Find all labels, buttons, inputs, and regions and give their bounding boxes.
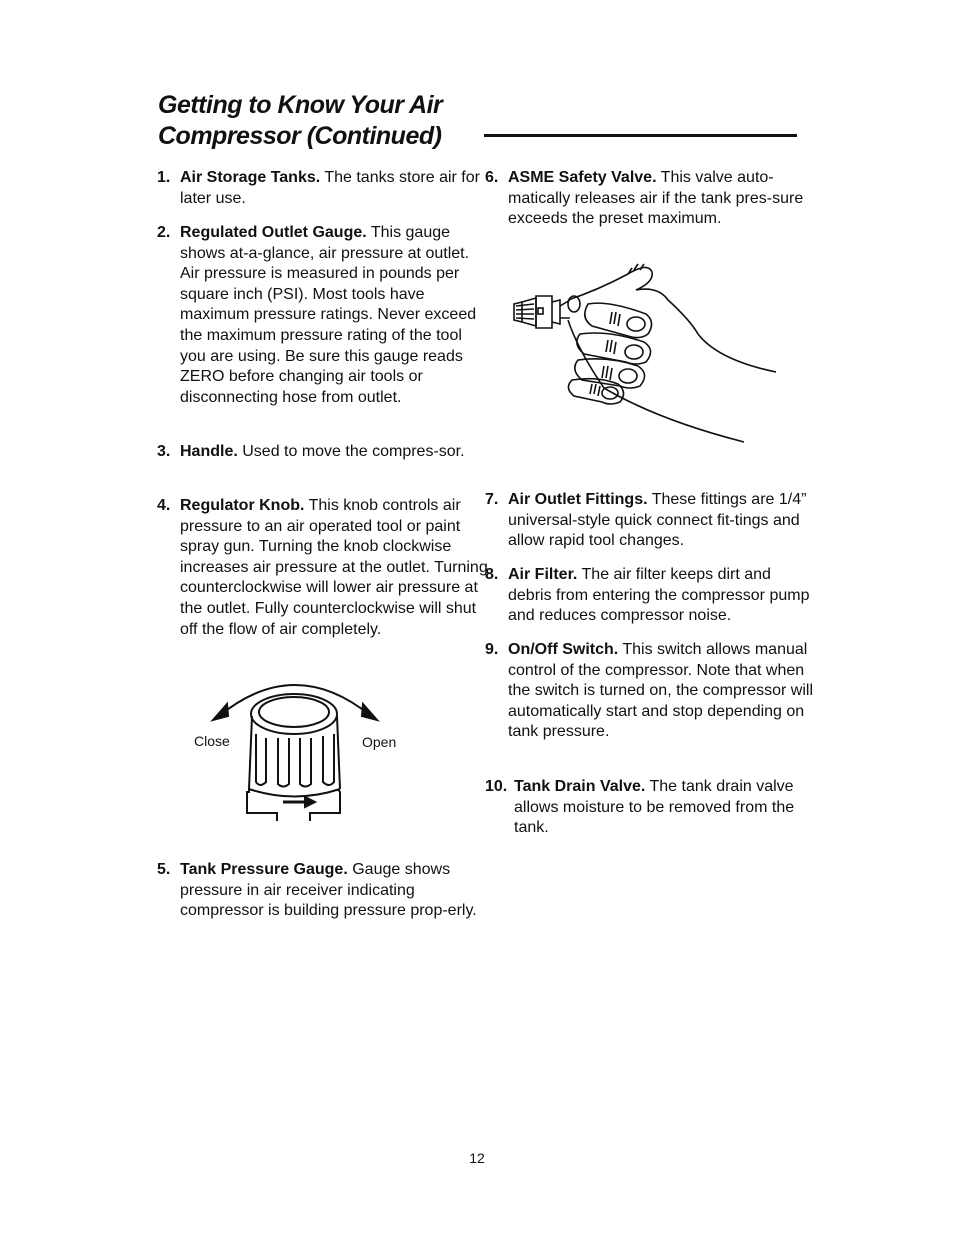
item-text: The tank drain valve allows moisture to be removed from the tank. [514,778,795,837]
item-text: Used to move the compres-sor. [237,443,465,460]
regulator-knob-illustration [205,676,385,821]
open-label: Open [362,734,397,750]
item-text: This valve auto-matically releases air if the tank pres-sure exceeds the preset maximum. [508,169,804,228]
list-item-asme-safety-valve [485,168,818,230]
safety-valve-hand-illustration [508,260,780,445]
item-text: This gauge shows at-a-glance, air pressure at outlet. Air pressure is measured in pounds per square inch (PSI). Most tools have maximum pressure ratings. Never exceed the maximum pressure rating of the tool you are using. Be sure this gauge reads ZERO before changing air tools or disconnecting hose from outlet. [180,224,477,406]
close-label: Close [194,733,230,749]
item-term: ASME Safety Valve. [508,169,657,186]
page-title [158,90,488,152]
item-text: Gauge shows pressure in air receiver indicating compressor is building pressure prop-erly. [180,861,477,920]
item-term: Air Filter. [508,566,578,583]
item-term: Tank Pressure Gauge. [180,861,348,878]
item-text: The air filter keeps dirt and debris from entering the compressor pump and reduces compressor noise. [508,566,810,625]
item-number: 1. [157,169,171,186]
item-term: On/Off Switch. [508,641,619,658]
item-number: 10. [485,778,508,795]
item-number: 4. [157,497,171,514]
item-number: 5. [157,861,171,878]
list-item-regulator-knob [157,496,492,640]
item-text: This switch allows manual control of the compressor. Note that when the switch is turned on, the compressor will automatically start and stop depending on tank pressure. [508,641,814,741]
title-line-2: Compressor (Continued) [158,122,442,150]
item-text: This knob controls air pressure to an air operated tool or paint spray gun. Turning the knob clockwise increases air pressure at the outlet. Turning counterclockwise will lower air pressure at the outlet. Fully counterclockwise will shut off the flow of air completely. [180,497,488,638]
item-number: 9. [485,641,499,658]
page-number: 12 [469,1150,485,1166]
item-text: These fittings are 1/4” universal-style quick connect fit-tings and allow rapid tool changes. [508,491,807,550]
item-term: Regulated Outlet Gauge. [180,224,367,241]
title-rule [484,134,797,137]
list-item-air-storage-tanks [157,168,492,209]
list-item-tank-drain-valve [485,777,824,839]
item-term: Air Storage Tanks. [180,169,321,186]
item-number: 6. [485,169,499,186]
item-text: The tanks store air for later use. [180,169,480,207]
item-number: 8. [485,566,499,583]
title-line-1: Getting to Know Your Air [158,91,443,119]
item-term: Handle. [180,443,238,460]
list-item-on-off-switch [485,640,818,743]
item-number: 3. [157,443,171,460]
item-term: Air Outlet Fittings. [508,491,648,508]
list-item-air-filter [485,565,818,627]
list-item-air-outlet-fittings [485,490,818,552]
list-item-regulated-outlet-gauge [157,223,492,408]
list-item-handle [157,442,492,463]
item-term: Regulator Knob. [180,497,305,514]
item-number: 7. [485,491,499,508]
item-term: Tank Drain Valve. [514,778,646,795]
item-number: 2. [157,224,171,241]
list-item-tank-pressure-gauge [157,860,492,922]
